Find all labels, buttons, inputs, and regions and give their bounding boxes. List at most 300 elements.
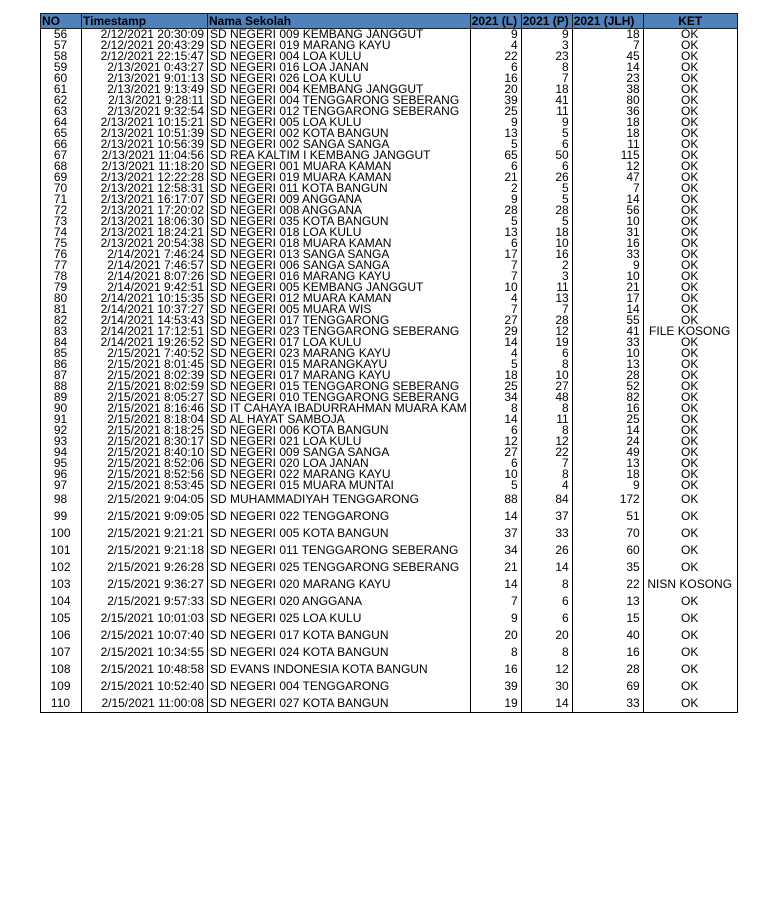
table-row	[41, 678, 738, 695]
cell-timestamp: 2/13/2021 11:04:56	[82, 150, 208, 161]
cell-2021-l: 28	[470, 205, 521, 216]
cell-timestamp: 2/13/2021 17:20:02	[82, 205, 208, 216]
cell-nama-sekolah: SD NEGERI 009 KEMBANG JANGGUT	[208, 29, 471, 41]
cell-timestamp: 2/14/2021 14:53:43	[82, 315, 208, 326]
cell-ket: OK	[643, 51, 737, 62]
cell-2021-l: 21	[470, 172, 521, 183]
cell-2021-jlh: 45	[572, 51, 643, 62]
cell-2021-p: 3	[521, 40, 572, 51]
cell-2021-jlh: 17	[572, 293, 643, 304]
cell-2021-l: 4	[470, 40, 521, 51]
cell-timestamp: 2/15/2021 8:53:45	[82, 480, 208, 491]
cell-ket: OK	[643, 414, 737, 425]
cell-ket: OK	[643, 593, 737, 610]
cell-2021-l: 12	[470, 436, 521, 447]
cell-ket: OK	[643, 436, 737, 447]
cell-no: 109	[41, 678, 82, 695]
cell-ket: OK	[643, 172, 737, 183]
cell-no: 98	[41, 491, 82, 508]
table-row	[41, 403, 738, 414]
cell-2021-p: 41	[521, 95, 572, 106]
cell-no: 91	[41, 414, 82, 425]
cell-ket: OK	[643, 458, 737, 469]
cell-no: 83	[41, 326, 82, 337]
cell-timestamp: 2/15/2021 10:01:03	[82, 610, 208, 627]
cell-nama-sekolah: SD EVANS INDONESIA KOTA BANGUN	[208, 661, 471, 678]
table-row	[41, 293, 738, 304]
cell-ket: OK	[643, 205, 737, 216]
cell-2021-jlh: 38	[572, 84, 643, 95]
cell-ket: OK	[643, 293, 737, 304]
cell-2021-jlh: 28	[572, 661, 643, 678]
cell-no: 103	[41, 576, 82, 593]
cell-no: 101	[41, 542, 82, 559]
table-row	[41, 205, 738, 216]
cell-2021-l: 6	[470, 62, 521, 73]
cell-2021-p: 12	[521, 661, 572, 678]
cell-no: 80	[41, 293, 82, 304]
cell-timestamp: 2/14/2021 9:42:51	[82, 282, 208, 293]
cell-timestamp: 2/14/2021 7:46:57	[82, 260, 208, 271]
cell-2021-jlh: 14	[572, 304, 643, 315]
table-row	[41, 117, 738, 128]
cell-2021-p: 2	[521, 260, 572, 271]
cell-2021-p: 30	[521, 678, 572, 695]
cell-ket: OK	[643, 315, 737, 326]
cell-timestamp: 2/15/2021 8:30:17	[82, 436, 208, 447]
cell-ket: OK	[643, 695, 737, 713]
cell-no: 89	[41, 392, 82, 403]
cell-nama-sekolah: SD NEGERI 010 TENGGARONG SEBERANG	[208, 392, 471, 403]
table-row	[41, 29, 738, 41]
cell-2021-l: 5	[470, 216, 521, 227]
cell-2021-jlh: 18	[572, 128, 643, 139]
cell-no: 107	[41, 644, 82, 661]
table-row	[41, 695, 738, 713]
cell-no: 61	[41, 84, 82, 95]
table-row	[41, 172, 738, 183]
table-row	[41, 480, 738, 491]
cell-no: 94	[41, 447, 82, 458]
cell-ket: OK	[643, 183, 737, 194]
cell-2021-p: 84	[521, 491, 572, 508]
cell-2021-jlh: 35	[572, 559, 643, 576]
cell-2021-jlh: 14	[572, 194, 643, 205]
cell-nama-sekolah: SD NEGERI 016 MARANG KAYU	[208, 271, 471, 282]
cell-2021-jlh: 24	[572, 436, 643, 447]
cell-no: 74	[41, 227, 82, 238]
cell-nama-sekolah: SD NEGERI 026 LOA KULU	[208, 73, 471, 84]
cell-2021-l: 14	[470, 576, 521, 593]
header-no: NO	[41, 14, 82, 29]
cell-ket: OK	[643, 304, 737, 315]
cell-timestamp: 2/15/2021 9:21:21	[82, 525, 208, 542]
cell-2021-l: 20	[470, 627, 521, 644]
table-row	[41, 508, 738, 525]
cell-nama-sekolah: SD NEGERI 005 KEMBANG JANGGUT	[208, 282, 471, 293]
cell-2021-jlh: 33	[572, 695, 643, 713]
cell-2021-jlh: 23	[572, 73, 643, 84]
cell-no: 58	[41, 51, 82, 62]
cell-ket: OK	[643, 403, 737, 414]
cell-nama-sekolah: SD NEGERI 018 LOA KULU	[208, 227, 471, 238]
table-row	[41, 348, 738, 359]
cell-ket: OK	[643, 282, 737, 293]
cell-2021-p: 50	[521, 150, 572, 161]
cell-2021-l: 6	[470, 238, 521, 249]
cell-ket: OK	[643, 249, 737, 260]
cell-no: 66	[41, 139, 82, 150]
cell-no: 108	[41, 661, 82, 678]
cell-no: 88	[41, 381, 82, 392]
cell-ket: OK	[643, 260, 737, 271]
cell-timestamp: 2/15/2021 8:18:04	[82, 414, 208, 425]
cell-timestamp: 2/15/2021 10:48:58	[82, 661, 208, 678]
cell-no: 65	[41, 128, 82, 139]
cell-nama-sekolah: SD NEGERI 005 KOTA BANGUN	[208, 525, 471, 542]
cell-nama-sekolah: SD NEGERI 018 MUARA KAMAN	[208, 238, 471, 249]
cell-timestamp: 2/13/2021 10:51:39	[82, 128, 208, 139]
cell-nama-sekolah: SD NEGERI 009 SANGA SANGA	[208, 447, 471, 458]
cell-2021-p: 5	[521, 194, 572, 205]
cell-no: 85	[41, 348, 82, 359]
cell-timestamp: 2/12/2021 22:15:47	[82, 51, 208, 62]
cell-2021-p: 6	[521, 348, 572, 359]
cell-nama-sekolah: SD NEGERI 016 LOA JANAN	[208, 62, 471, 73]
cell-2021-l: 65	[470, 150, 521, 161]
cell-ket: OK	[643, 525, 737, 542]
table-row	[41, 183, 738, 194]
cell-2021-l: 16	[470, 661, 521, 678]
table-row	[41, 425, 738, 436]
table-row	[41, 84, 738, 95]
cell-2021-jlh: 69	[572, 678, 643, 695]
cell-2021-jlh: 10	[572, 348, 643, 359]
cell-nama-sekolah: SD IT CAHAYA IBADURRAHMAN MUARA KAM	[208, 403, 471, 414]
table-row	[41, 370, 738, 381]
cell-2021-jlh: 11	[572, 139, 643, 150]
cell-2021-jlh: 33	[572, 337, 643, 348]
cell-2021-l: 88	[470, 491, 521, 508]
header-2021-p: 2021 (P)	[521, 14, 572, 29]
cell-2021-l: 9	[470, 117, 521, 128]
table-row	[41, 436, 738, 447]
cell-2021-jlh: 172	[572, 491, 643, 508]
cell-timestamp: 2/15/2021 8:40:10	[82, 447, 208, 458]
cell-no: 76	[41, 249, 82, 260]
cell-timestamp: 2/13/2021 0:43:27	[82, 62, 208, 73]
cell-2021-p: 37	[521, 508, 572, 525]
cell-2021-l: 14	[470, 508, 521, 525]
cell-2021-jlh: 7	[572, 40, 643, 51]
cell-no: 79	[41, 282, 82, 293]
cell-2021-l: 39	[470, 678, 521, 695]
cell-2021-p: 11	[521, 414, 572, 425]
cell-2021-jlh: 18	[572, 29, 643, 41]
cell-no: 64	[41, 117, 82, 128]
cell-no: 72	[41, 205, 82, 216]
cell-2021-jlh: 33	[572, 249, 643, 260]
cell-2021-l: 13	[470, 227, 521, 238]
table-row	[41, 315, 738, 326]
cell-2021-p: 9	[521, 117, 572, 128]
cell-2021-p: 19	[521, 337, 572, 348]
cell-ket: OK	[643, 150, 737, 161]
cell-timestamp: 2/15/2021 9:57:33	[82, 593, 208, 610]
cell-2021-jlh: 12	[572, 161, 643, 172]
cell-2021-l: 34	[470, 392, 521, 403]
cell-2021-l: 20	[470, 84, 521, 95]
cell-2021-p: 6	[521, 593, 572, 610]
cell-2021-l: 6	[470, 161, 521, 172]
cell-2021-l: 7	[470, 271, 521, 282]
cell-no: 73	[41, 216, 82, 227]
cell-2021-l: 4	[470, 348, 521, 359]
cell-timestamp: 2/12/2021 20:30:09	[82, 29, 208, 41]
cell-nama-sekolah: SD NEGERI 012 TENGGARONG SEBERANG	[208, 106, 471, 117]
cell-ket: OK	[643, 128, 737, 139]
cell-ket: OK	[643, 271, 737, 282]
cell-nama-sekolah: SD AL HAYAT SAMBOJA	[208, 414, 471, 425]
table-row	[41, 216, 738, 227]
cell-2021-p: 5	[521, 128, 572, 139]
cell-timestamp: 2/15/2021 8:16:46	[82, 403, 208, 414]
cell-2021-jlh: 16	[572, 238, 643, 249]
cell-ket: FILE KOSONG	[643, 326, 737, 337]
cell-timestamp: 2/15/2021 9:21:18	[82, 542, 208, 559]
cell-2021-p: 7	[521, 304, 572, 315]
cell-2021-l: 8	[470, 644, 521, 661]
cell-nama-sekolah: SD NEGERI 017 MARANG KAYU	[208, 370, 471, 381]
cell-2021-l: 22	[470, 51, 521, 62]
cell-timestamp: 2/14/2021 19:26:52	[82, 337, 208, 348]
cell-nama-sekolah: SD NEGERI 017 LOA KULU	[208, 337, 471, 348]
cell-2021-p: 12	[521, 436, 572, 447]
cell-2021-l: 37	[470, 525, 521, 542]
table-row	[41, 238, 738, 249]
cell-2021-p: 3	[521, 271, 572, 282]
cell-2021-jlh: 49	[572, 447, 643, 458]
cell-nama-sekolah: SD NEGERI 004 TENGGARONG SEBERANG	[208, 95, 471, 106]
cell-nama-sekolah: SD NEGERI 005 MUARA WIS	[208, 304, 471, 315]
cell-nama-sekolah: SD NEGERI 015 MARANGKAYU	[208, 359, 471, 370]
cell-nama-sekolah: SD NEGERI 004 LOA KULU	[208, 51, 471, 62]
cell-no: 71	[41, 194, 82, 205]
cell-2021-jlh: 47	[572, 172, 643, 183]
cell-nama-sekolah: SD NEGERI 019 MARANG KAYU	[208, 40, 471, 51]
table-row	[41, 194, 738, 205]
cell-no: 67	[41, 150, 82, 161]
cell-ket: OK	[643, 508, 737, 525]
cell-2021-p: 11	[521, 106, 572, 117]
header-nama-sekolah: Nama Sekolah	[208, 14, 471, 29]
cell-ket: OK	[643, 559, 737, 576]
table-row	[41, 414, 738, 425]
cell-2021-l: 9	[470, 610, 521, 627]
cell-ket: OK	[643, 392, 737, 403]
cell-nama-sekolah: SD NEGERI 024 KOTA BANGUN	[208, 644, 471, 661]
cell-ket: OK	[643, 238, 737, 249]
cell-timestamp: 2/13/2021 12:22:28	[82, 172, 208, 183]
cell-2021-p: 26	[521, 542, 572, 559]
cell-ket: OK	[643, 678, 737, 695]
cell-nama-sekolah: SD NEGERI 015 TENGGARONG SEBERANG	[208, 381, 471, 392]
cell-nama-sekolah: SD NEGERI 022 MARANG KAYU	[208, 469, 471, 480]
table-row	[41, 610, 738, 627]
cell-2021-p: 8	[521, 576, 572, 593]
cell-2021-jlh: 41	[572, 326, 643, 337]
cell-2021-jlh: 55	[572, 315, 643, 326]
cell-nama-sekolah: SD NEGERI 008 ANGGANA	[208, 205, 471, 216]
cell-ket: OK	[643, 661, 737, 678]
cell-timestamp: 2/15/2021 8:52:06	[82, 458, 208, 469]
cell-2021-l: 2	[470, 183, 521, 194]
cell-nama-sekolah: SD NEGERI 013 SANGA SANGA	[208, 249, 471, 260]
cell-nama-sekolah: SD NEGERI 021 LOA KULU	[208, 436, 471, 447]
cell-no: 60	[41, 73, 82, 84]
cell-timestamp: 2/15/2021 10:07:40	[82, 627, 208, 644]
cell-2021-jlh: 14	[572, 425, 643, 436]
cell-ket: OK	[643, 73, 737, 84]
cell-ket: OK	[643, 194, 737, 205]
cell-ket: OK	[643, 627, 737, 644]
cell-2021-p: 5	[521, 216, 572, 227]
cell-ket: OK	[643, 480, 737, 491]
cell-2021-jlh: 51	[572, 508, 643, 525]
cell-2021-l: 34	[470, 542, 521, 559]
table-row	[41, 469, 738, 480]
table-row	[41, 392, 738, 403]
cell-no: 78	[41, 271, 82, 282]
cell-2021-p: 23	[521, 51, 572, 62]
header-timestamp: Timestamp	[82, 14, 208, 29]
cell-2021-l: 14	[470, 337, 521, 348]
cell-2021-p: 22	[521, 447, 572, 458]
cell-2021-p: 26	[521, 172, 572, 183]
cell-2021-jlh: 40	[572, 627, 643, 644]
cell-2021-jlh: 60	[572, 542, 643, 559]
table-row	[41, 95, 738, 106]
cell-nama-sekolah: SD NEGERI 017 KOTA BANGUN	[208, 627, 471, 644]
cell-2021-p: 28	[521, 205, 572, 216]
cell-timestamp: 2/13/2021 9:32:54	[82, 106, 208, 117]
table-row	[41, 381, 738, 392]
cell-2021-l: 21	[470, 559, 521, 576]
cell-no: 82	[41, 315, 82, 326]
cell-2021-p: 8	[521, 403, 572, 414]
table-row	[41, 139, 738, 150]
cell-2021-l: 14	[470, 414, 521, 425]
cell-2021-jlh: 13	[572, 359, 643, 370]
cell-timestamp: 2/13/2021 9:01:13	[82, 73, 208, 84]
cell-no: 70	[41, 183, 82, 194]
table-row	[41, 227, 738, 238]
cell-nama-sekolah: SD NEGERI 011 TENGGARONG SEBERANG	[208, 542, 471, 559]
cell-timestamp: 2/13/2021 10:15:21	[82, 117, 208, 128]
cell-nama-sekolah: SD NEGERI 004 KEMBANG JANGGUT	[208, 84, 471, 95]
cell-nama-sekolah: SD REA KALTIM I KEMBANG JANGGUT	[208, 150, 471, 161]
cell-timestamp: 2/15/2021 8:01:45	[82, 359, 208, 370]
cell-2021-p: 9	[521, 29, 572, 41]
cell-2021-l: 27	[470, 447, 521, 458]
cell-2021-jlh: 15	[572, 610, 643, 627]
header-2021-jlh: 2021 (JLH)	[572, 14, 643, 29]
cell-ket: OK	[643, 644, 737, 661]
cell-timestamp: 2/12/2021 20:43:29	[82, 40, 208, 51]
cell-no: 56	[41, 29, 82, 41]
cell-2021-p: 10	[521, 370, 572, 381]
cell-2021-l: 39	[470, 95, 521, 106]
cell-2021-p: 18	[521, 227, 572, 238]
cell-no: 84	[41, 337, 82, 348]
cell-timestamp: 2/15/2021 8:02:39	[82, 370, 208, 381]
cell-2021-p: 8	[521, 62, 572, 73]
cell-ket: OK	[643, 425, 737, 436]
table-row	[41, 447, 738, 458]
cell-2021-jlh: 52	[572, 381, 643, 392]
cell-2021-jlh: 9	[572, 480, 643, 491]
cell-2021-p: 7	[521, 73, 572, 84]
table-row	[41, 525, 738, 542]
cell-2021-jlh: 14	[572, 62, 643, 73]
header-ket: KET	[643, 14, 737, 29]
cell-2021-jlh: 82	[572, 392, 643, 403]
table-row	[41, 106, 738, 117]
cell-no: 57	[41, 40, 82, 51]
cell-nama-sekolah: SD NEGERI 035 KOTA BANGUN	[208, 216, 471, 227]
cell-timestamp: 2/15/2021 7:40:52	[82, 348, 208, 359]
table-row	[41, 661, 738, 678]
cell-ket: OK	[643, 117, 737, 128]
cell-2021-p: 20	[521, 627, 572, 644]
school-data-table	[40, 13, 738, 713]
cell-nama-sekolah: SD NEGERI 027 KOTA BANGUN	[208, 695, 471, 713]
cell-2021-p: 8	[521, 644, 572, 661]
cell-no: 69	[41, 172, 82, 183]
cell-nama-sekolah: SD NEGERI 015 MUARA MUNTAI	[208, 480, 471, 491]
cell-ket: OK	[643, 40, 737, 51]
cell-no: 96	[41, 469, 82, 480]
cell-2021-l: 4	[470, 293, 521, 304]
cell-2021-p: 16	[521, 249, 572, 260]
cell-ket: OK	[643, 62, 737, 73]
cell-2021-l: 5	[470, 359, 521, 370]
header-2021-l: 2021 (L)	[470, 14, 521, 29]
cell-2021-l: 5	[470, 480, 521, 491]
cell-2021-jlh: 16	[572, 403, 643, 414]
cell-2021-p: 8	[521, 469, 572, 480]
cell-timestamp: 2/14/2021 10:37:27	[82, 304, 208, 315]
cell-no: 99	[41, 508, 82, 525]
cell-2021-l: 19	[470, 695, 521, 713]
cell-timestamp: 2/15/2021 8:18:25	[82, 425, 208, 436]
table-row	[41, 542, 738, 559]
cell-nama-sekolah: SD NEGERI 017 TENGGARONG	[208, 315, 471, 326]
cell-no: 59	[41, 62, 82, 73]
cell-2021-p: 6	[521, 161, 572, 172]
cell-2021-p: 12	[521, 326, 572, 337]
cell-2021-l: 7	[470, 260, 521, 271]
table-row	[41, 51, 738, 62]
cell-2021-l: 6	[470, 458, 521, 469]
cell-nama-sekolah: SD NEGERI 020 MARANG KAYU	[208, 576, 471, 593]
table-row	[41, 576, 738, 593]
table-row	[41, 458, 738, 469]
cell-2021-jlh: 10	[572, 216, 643, 227]
table-row	[41, 337, 738, 348]
cell-2021-p: 27	[521, 381, 572, 392]
cell-2021-l: 8	[470, 403, 521, 414]
